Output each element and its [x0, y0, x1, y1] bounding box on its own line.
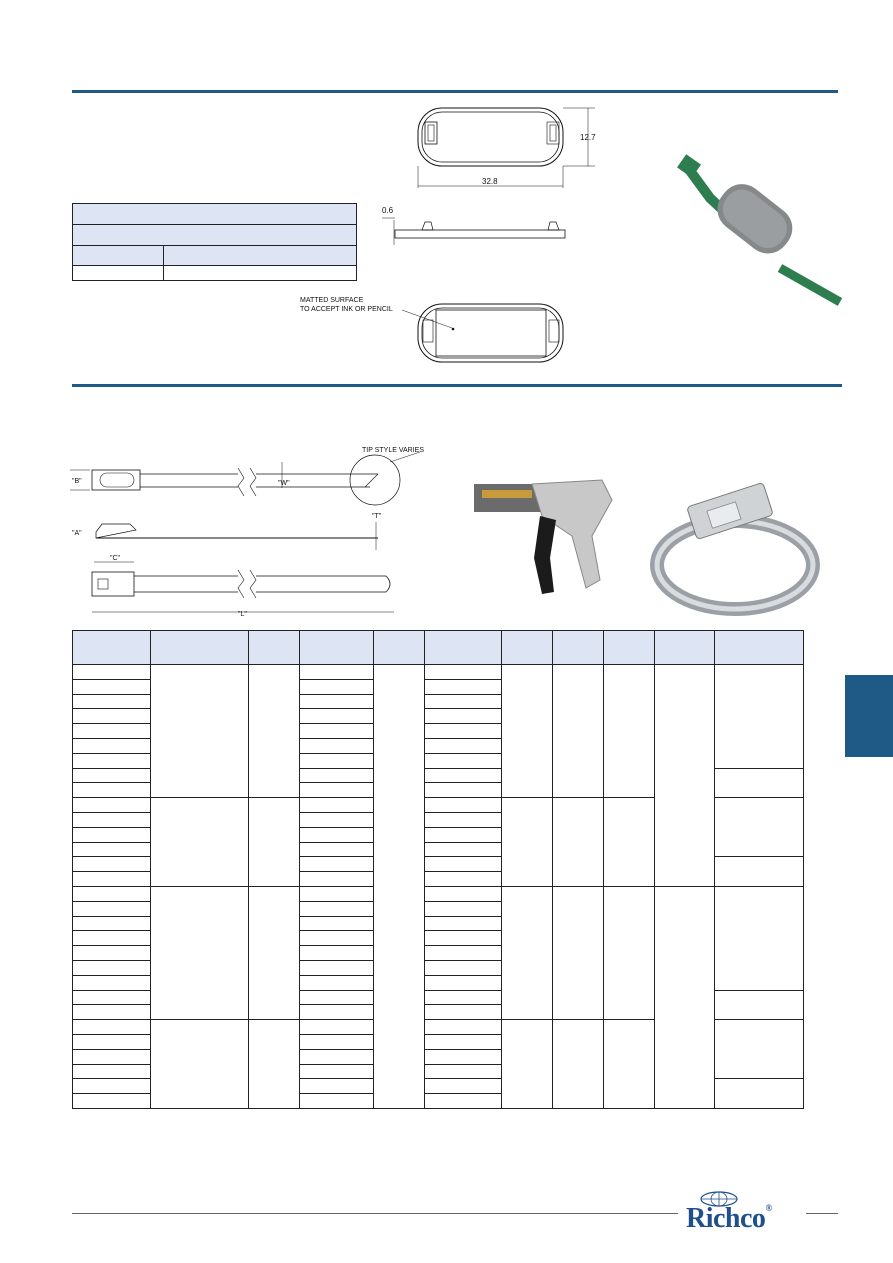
- marker-spec-table: [72, 203, 357, 281]
- table-header-row: [73, 204, 357, 225]
- table-header-cell: [502, 631, 553, 665]
- table-header-cell: [151, 631, 249, 665]
- b-label: "B": [72, 478, 82, 485]
- table-cell: [164, 266, 357, 281]
- table-header-cell: [604, 631, 655, 665]
- l-label: "L": [238, 611, 247, 618]
- marker-tie-photo: [670, 150, 855, 302]
- table-cell: [73, 266, 164, 281]
- thickness-dimension: 0.6: [382, 206, 394, 215]
- section-rule-top: [72, 90, 838, 93]
- tensioning-tool-photo: [462, 476, 622, 606]
- table-header-cell: [249, 631, 300, 665]
- table-header-cell: [300, 631, 374, 665]
- width-dimension: 32.8: [482, 177, 498, 186]
- stainless-tie-drawing: [60, 438, 440, 620]
- marker-plate-drawing: [300, 100, 610, 370]
- table-header-cell: [553, 631, 604, 665]
- section-side-tab[interactable]: [845, 675, 893, 757]
- a-label: "A": [72, 530, 82, 537]
- table-row: [73, 886, 804, 901]
- table-header-cell: [715, 631, 804, 665]
- table-header-cell: [374, 631, 425, 665]
- footer-rule-right: [806, 1213, 838, 1214]
- logo-registered: ®: [765, 1203, 772, 1213]
- t-label: "T": [372, 513, 382, 520]
- table-header-cell: [425, 631, 502, 665]
- section-rule-middle: [72, 384, 842, 387]
- tip-style-label: TIP STYLE VARIES: [362, 447, 424, 454]
- c-label: "C": [110, 555, 121, 562]
- table-header-row: [73, 225, 357, 246]
- table-header-cell: [73, 246, 164, 266]
- footer-rule-left: [72, 1213, 678, 1214]
- matted-label-line2: TO ACCEPT INK OR PENCIL: [300, 306, 393, 313]
- tie-spec-table: [72, 630, 804, 1109]
- w-label: "W": [278, 480, 290, 487]
- height-dimension: 12.7: [580, 133, 596, 142]
- table-header-cell: [164, 246, 357, 266]
- table-row: [73, 665, 804, 680]
- table-header-cell: [655, 631, 715, 665]
- matted-label-line1: MATTED SURFACE: [300, 297, 364, 304]
- table-header-cell: [73, 631, 151, 665]
- logo-text: Richco: [686, 1203, 766, 1234]
- stainless-tie-photo: [650, 470, 820, 620]
- richco-logo: [686, 1203, 772, 1235]
